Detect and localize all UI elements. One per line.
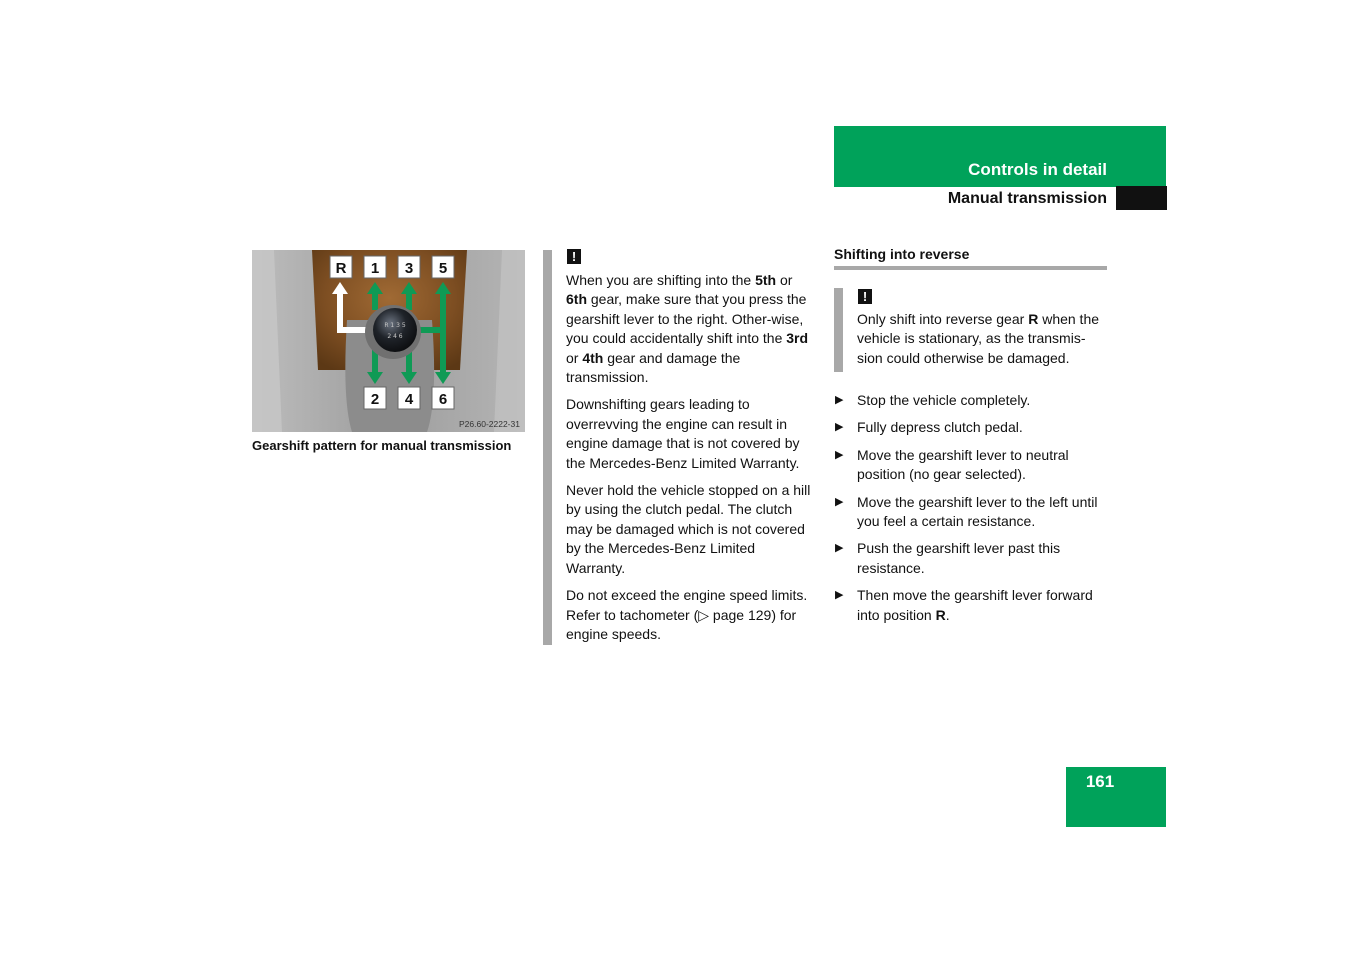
gear-label-6: 6 [438, 391, 448, 408]
warning-paragraph-engine-speed: Do not exceed the engine speed limits. Refer to tachometer (▷ page 129) for engine speeds. [566, 587, 808, 642]
bullet-triangle-icon: ▶ [835, 495, 844, 508]
warning-notes [566, 271, 816, 652]
gear-label-5: 5 [438, 260, 448, 277]
gearshift-pattern-figure [252, 250, 525, 432]
warning-icon: ! [567, 249, 581, 264]
arrow-gear-5-shaft [440, 292, 446, 378]
bullet-triangle-icon: ▶ [835, 589, 844, 602]
subsection-title: Manual transmission [947, 190, 1107, 207]
knob-pattern-bottom: 2 4 6 [387, 333, 403, 340]
bullet-triangle-icon: ▶ [835, 394, 844, 406]
gear-labels-bottom [364, 387, 454, 409]
arrow-reverse-shaft [337, 292, 343, 312]
list-item: ▶ Push the gearshift lever past this resistance. [835, 540, 1061, 576]
warning-paragraph-gear-selection: When you are shifting into the 5th or 6th gear, make sure that you press the gearshift lever to the right. Other-wise, you could accidentally shift into the 3rd or 4th gear and damage the transmission. [566, 272, 809, 386]
section-heading: Shifting into reverse [834, 246, 970, 262]
warning-bar [834, 288, 843, 372]
arrow-gear-1-shaft [372, 292, 378, 310]
list-item: ▶ Fully depress clutch pedal. [834, 418, 1110, 437]
bullet-triangle-icon: ▶ [835, 542, 844, 555]
list-item: ▶ Then move the gearshift lever forward into position R. [835, 587, 1093, 623]
gear-label-2: 2 [370, 391, 380, 408]
bullet-triangle-icon: ▶ [835, 421, 844, 434]
list-item: ▶ Move the gearshift lever to neutral position (no gear selected). [835, 446, 1069, 483]
gear-label-4: 4 [404, 391, 414, 408]
warning-paragraph-hill: Never hold the vehicle stopped on a hill by using the clutch pedal. The clutch may be damaged which is not covered by the Mercedes-Benz Limited Warranty. [566, 482, 811, 576]
page-number: 161 [1085, 772, 1115, 791]
figure-code: P26.60-2222-31 [459, 419, 520, 429]
gear-label-r: R [335, 260, 347, 277]
arrow-gear-3-shaft [406, 292, 412, 310]
knob-pattern-top: R 1 3 5 [384, 322, 406, 329]
warning-bar [543, 250, 552, 645]
reverse-warning: Only shift into reverse gear R when the vehicle is stationary, as the transmis-sion could otherwise be damaged. [857, 311, 1100, 366]
list-item: ▶ Stop the vehicle completely. [834, 391, 1110, 410]
gear-knob [373, 308, 417, 352]
reverse-steps-list [834, 391, 1110, 633]
bullet-triangle-icon: ▶ [835, 448, 844, 461]
list-item: ▶ Move the gearshift lever to the left until you feel a certain resistance. [835, 493, 1098, 530]
heading-rule [834, 266, 1107, 270]
gear-label-1: 1 [370, 260, 380, 277]
figure-caption: Gearshift pattern for manual transmission [252, 438, 512, 453]
warning-paragraph-downshift: Downshifting gears leading to overrevving the engine can result in engine damage that is not covered by the Mercedes-Benz Limited Warranty. [566, 396, 800, 471]
header-tab-marker [1116, 186, 1167, 210]
warning-icon: ! [858, 289, 872, 304]
section-title: Controls in detail [968, 160, 1107, 179]
gear-label-3: 3 [404, 260, 414, 277]
